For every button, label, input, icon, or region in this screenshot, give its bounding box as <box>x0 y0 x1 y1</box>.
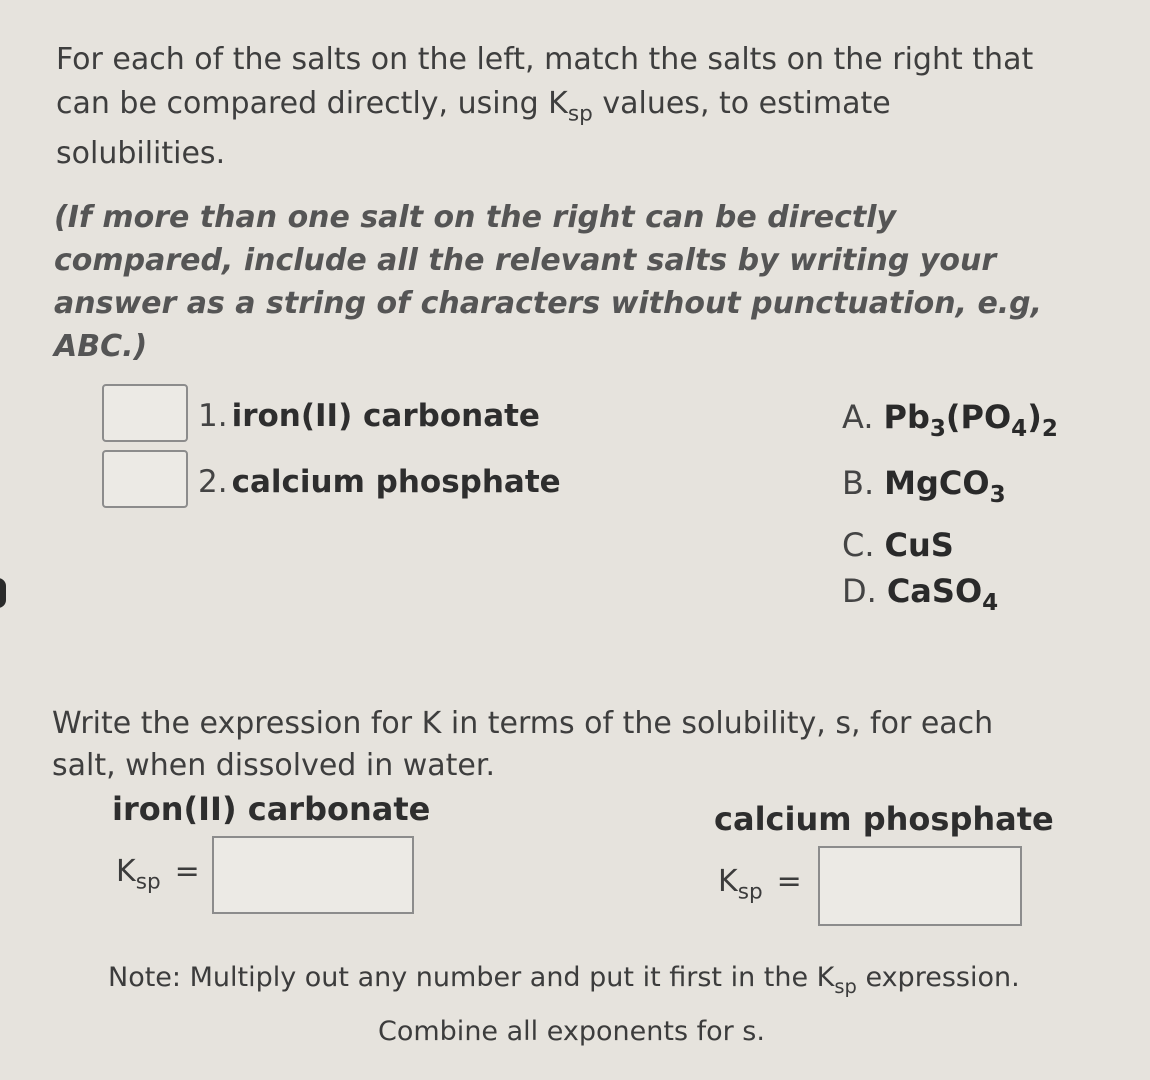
instructions-line-3: answer as a string of characters without punctuation, e.g, <box>54 286 1043 321</box>
right-salt-a <box>842 398 1058 443</box>
left-salt-2 <box>198 464 561 500</box>
instructions-line-2: compared, include all the relevant salts by writing your <box>54 243 997 278</box>
left-salt-1 <box>198 398 540 434</box>
right-salt-d <box>842 572 999 617</box>
right-salt-c-letter: C. <box>842 526 875 564</box>
ksp-instructions-line-2: salt, when dissolved in water. <box>52 748 495 783</box>
right-salt-b-formula: MgCO$_3$ <box>884 464 1006 509</box>
right-salt-b-letter: B. <box>842 464 875 502</box>
ksp-salt-2-heading: calcium phosphate <box>714 800 1054 838</box>
answer-box-2[interactable] <box>102 450 188 508</box>
note-line-1: Note: Multiply out any number and put it first in the $K_{sp}$ expression. <box>108 962 1020 998</box>
ksp-label-1: $K_{sp}$ = <box>116 854 200 895</box>
right-salt-a-letter: A. <box>842 398 874 436</box>
left-salt-2-number: 2. <box>198 464 228 500</box>
ksp-input-calcium-phosphate[interactable] <box>818 846 1022 926</box>
ksp-salt-1-heading: iron(II) carbonate <box>112 790 431 828</box>
intro-line-2-text: can be compared directly, using K <box>56 86 568 121</box>
right-salt-a-formula: $Pb_3(PO_4)_2$ <box>883 398 1058 443</box>
intro-paragraph <box>56 38 1126 176</box>
instructions-line-4: ABC.) <box>54 329 148 364</box>
intro-line-2 <box>56 82 1126 126</box>
right-salt-d-letter: D. <box>842 572 877 610</box>
ksp-input-iron-carbonate[interactable] <box>212 836 414 914</box>
answer-box-1[interactable] <box>102 384 188 442</box>
intro-line-2-tail: values, to estimate <box>592 86 891 121</box>
left-salt-2-name: calcium phosphate <box>231 464 561 500</box>
intro-line-1: For each of the salts on the left, match the salts on the right that <box>56 42 1034 77</box>
note-line-2: Combine all exponents for s. <box>378 1016 765 1047</box>
ksp-subscript: sp <box>567 101 593 127</box>
right-salt-c <box>842 526 954 564</box>
edge-marker <box>0 578 6 608</box>
right-salt-d-formula: CaSO$_4$ <box>886 572 999 617</box>
intro-line-3: solubilities. <box>56 136 226 171</box>
ksp-label-2: $K_{sp}$ = <box>718 864 802 905</box>
instructions-line-1: (If more than one salt on the right can be directly <box>54 200 897 235</box>
ksp-instructions-line-1: Write the expression for K in terms of the solubility, s, for each <box>52 706 994 741</box>
ksp-instructions <box>52 702 1132 788</box>
instructions-paragraph <box>54 196 1134 368</box>
left-salt-1-name: iron(II) carbonate <box>231 398 540 434</box>
left-salt-1-number: 1. <box>198 398 228 434</box>
right-salt-c-formula: CuS <box>884 526 954 564</box>
right-salt-b <box>842 464 1006 509</box>
